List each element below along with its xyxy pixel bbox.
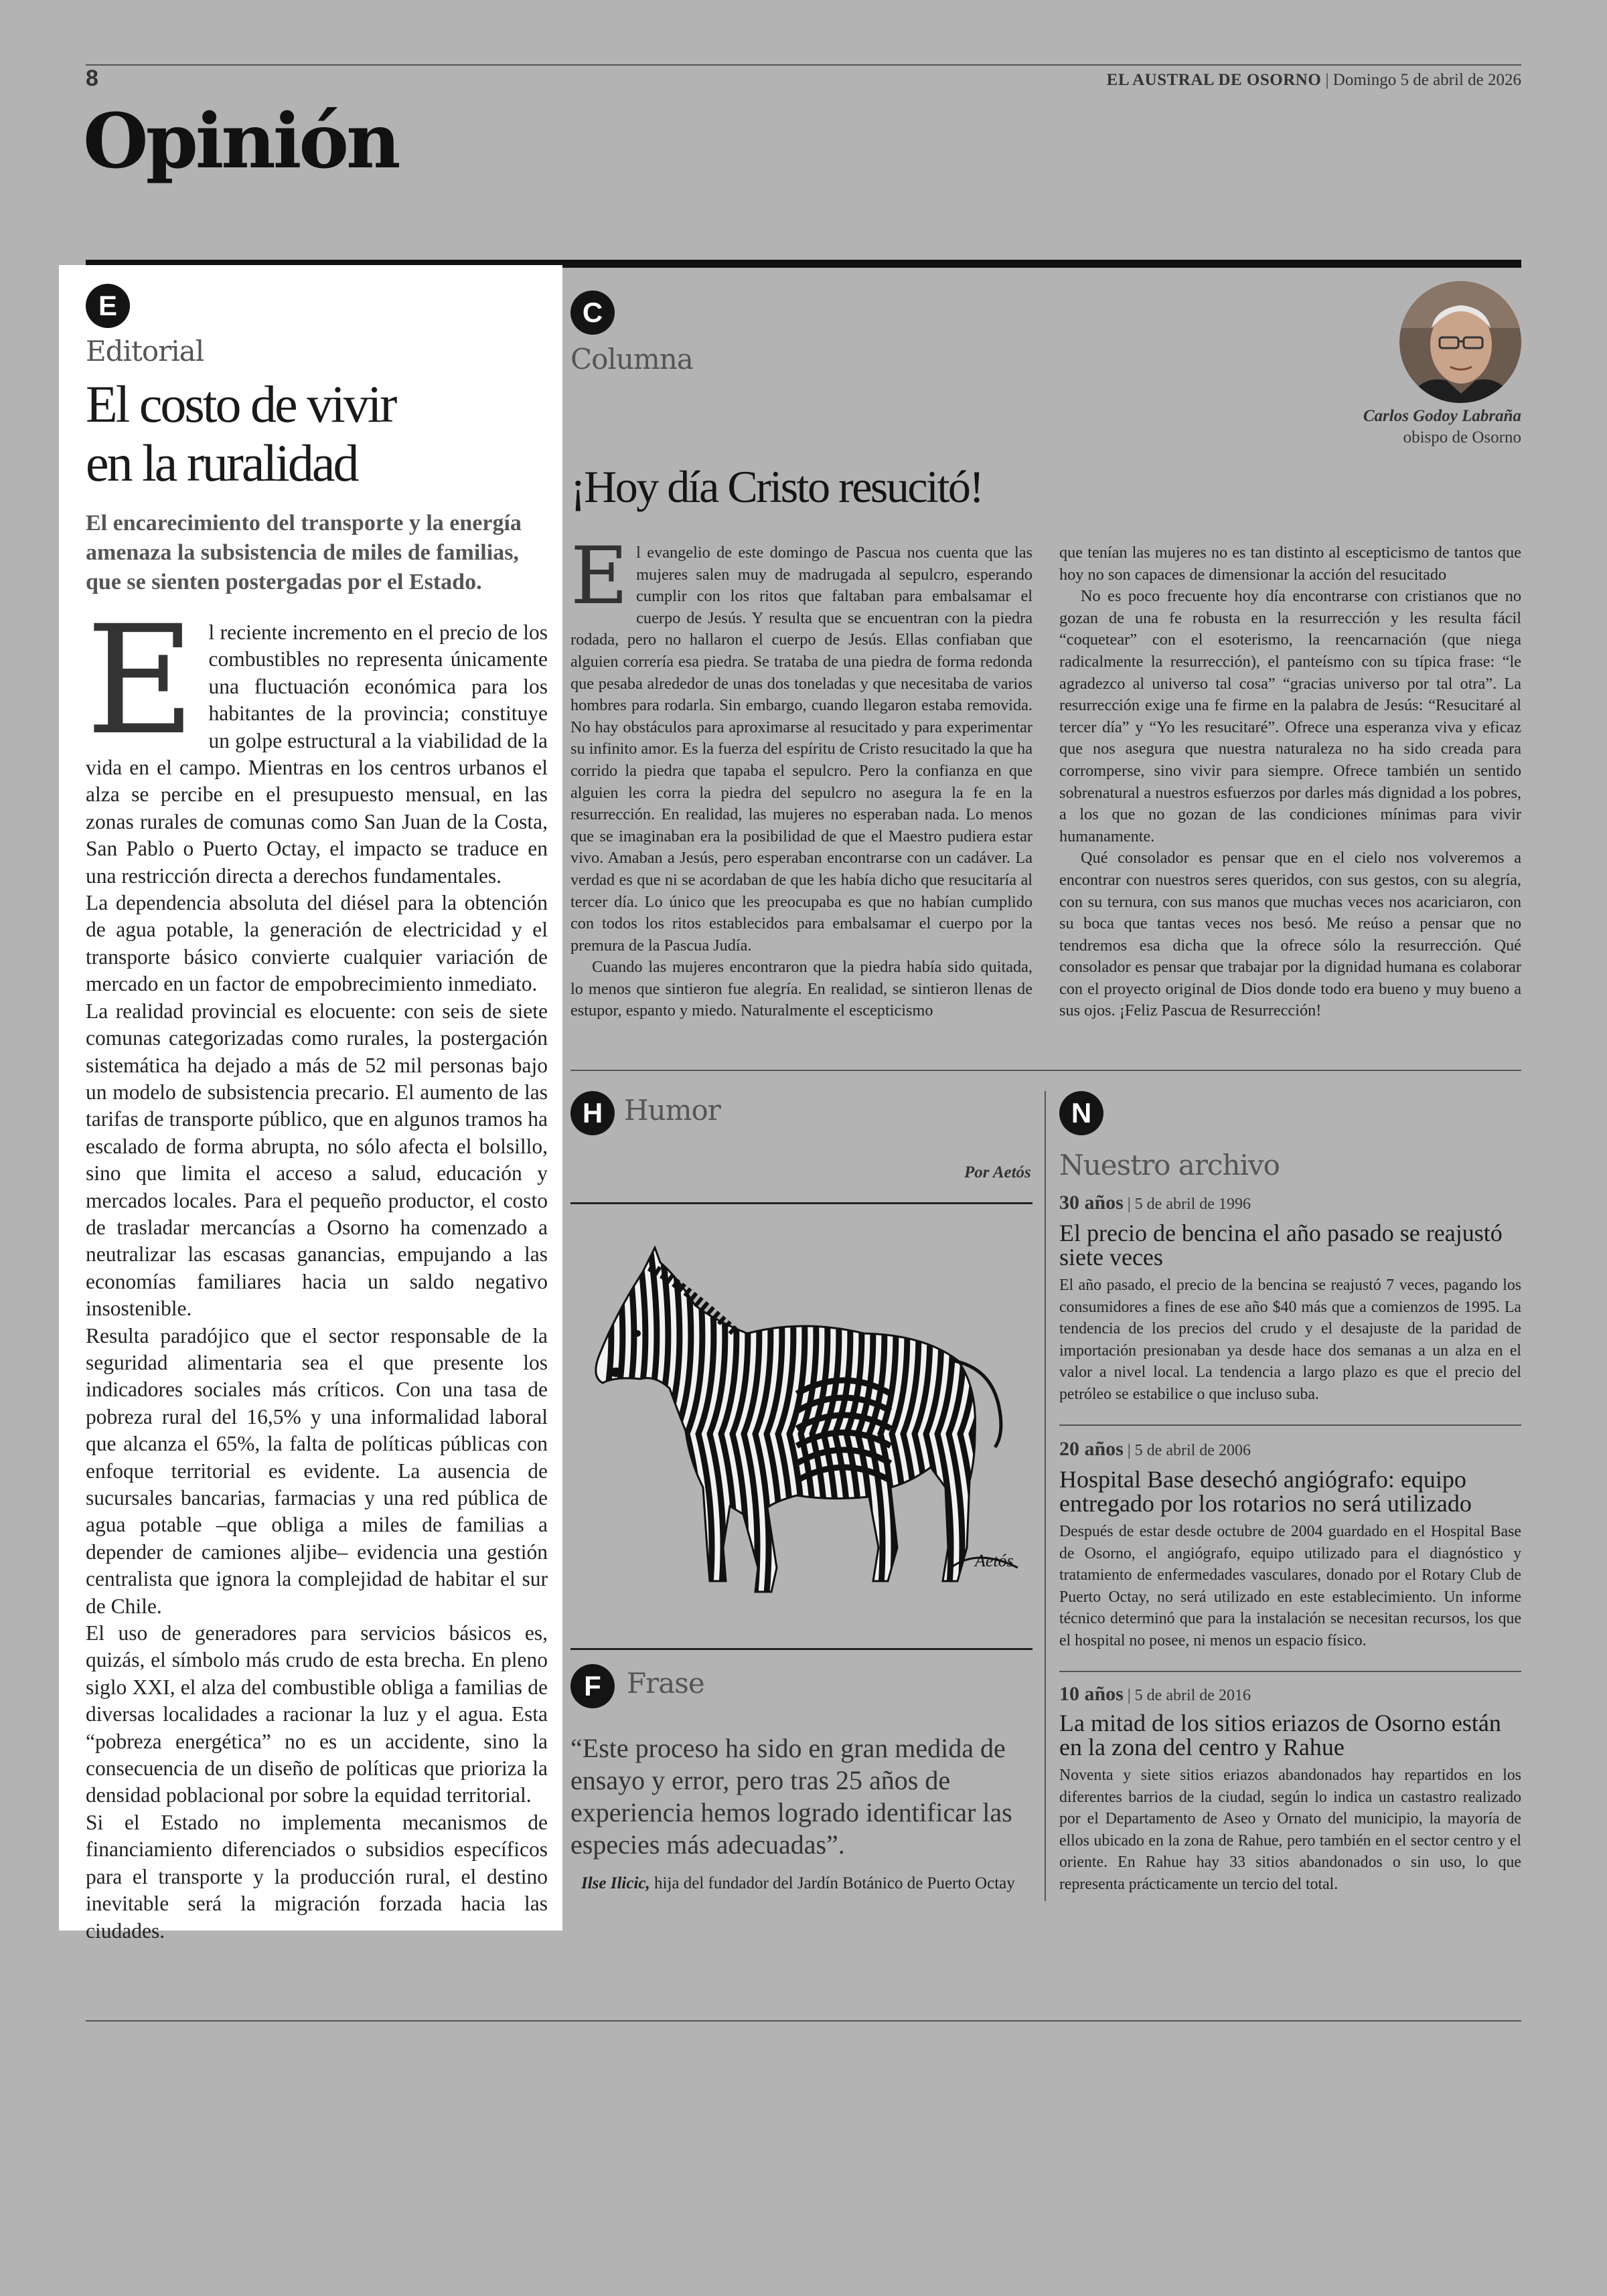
- frase-kicker: Frase: [627, 1667, 704, 1700]
- zebra-cartoon: [576, 1233, 1045, 1621]
- editorial-paragraph: Si el Estado no implementa mecanismos de financiamiento diferenciados o subsidios específicos para el transporte y la producción rural, el destino inevitable será la migración forzada hacia las ciudades.: [86, 1810, 548, 1943]
- archive-kicker: Nuestro archivo: [1059, 1149, 1280, 1181]
- column-body-right: [1059, 542, 1521, 1022]
- archive-item-body: El año pasado, el precio de la bencina se reajustó 7 veces, pagando los consumidores a fines de ese año $40 más que a comienzos de 1995. La tendencia de los precios del crudo y el desajuste de la paridad de importación presionaban ya desde hace dos semanas a un alza en el valor a nivel local. La tendencia a largo plazo es que el precio del petróleo se estabilice o que incluso suba.: [1059, 1277, 1521, 1403]
- archive-divider: [1059, 1424, 1521, 1426]
- column-body-left: [570, 529, 1032, 1022]
- page-number: 8: [86, 66, 98, 91]
- top-thin-rule: [86, 64, 1521, 66]
- humor-badge: H: [570, 1091, 615, 1135]
- editorial-kicker: Editorial: [86, 335, 204, 367]
- editorial-headline-line1: El costo de vivir: [86, 375, 396, 433]
- column-paragraph: Cuando las mujeres encontraron que la piedra había sido quitada, lo menos que sintieron fue alegría. En realidad, se sintieron llenas de estupor, espanto y miedo. Naturalmente el escepticismo: [570, 958, 1032, 1020]
- editorial-badge: E: [86, 284, 130, 328]
- column-kicker: Columna: [570, 343, 693, 376]
- humor-archive-divider: [1045, 1091, 1046, 1901]
- editorial-headline: [86, 375, 548, 493]
- column-paragraph: No es poco frecuente hoy día encontrarse con cristianos que no gozan de una fe robusta en la resurrección y les resulta fácil “coquetear” con el esoterismo, la reencarnación (que niega radicalmente la resurrección), el panteísmo con su típica frase: “le agradezco al universo tal cosa” “gracias universo por tal otra”. La resurrección exige una fe firme en la palabra de Jesús: “Resucitaré al tercer día” y “Yo les resucitaré”. Ofrece una esperanza viva y eficaz que nos asegura que nuestra naturaleza no ha sido creada para corromperse, sino vivir para siempre. Ofrece también un sentido sobrenatural a nuestros esfuerzos por darles más dignidad a los pobres, a los que no gozan de las condiciones mínimas para vivir humanamente.: [1059, 587, 1521, 845]
- editorial-paragraph: El reciente incremento en el precio de los combustibles no representa únicamente una fluctuación económica para los habitantes de la provincia; constituye un golpe estructural a la viabilidad de la vida en el campo. Mientras en los centros urbanos el alza se percibe en el presupuesto mensual, en las zonas rurales de comunas como San Juan de la Costa, San Pablo o Puerto Octay, el impacto se traduce en una restricción directa a derechos fundamentales.: [86, 593, 548, 888]
- zebra-stripe: [607, 1233, 623, 1608]
- archive-item-title: La mitad de los sitios eriazos de Osorno están en la zona del centro y Rahue: [1059, 1710, 1501, 1760]
- editorial-paragraph: El uso de generadores para servicios básicos es, quizás, el símbolo más crudo de esta brecha. En pleno siglo XXI, el alza del combustible obliga a familias de diversas localidades a racionar la luz y el agua. Esta “pobreza energética” no es un accidente, sino la consecuencia de un diseño de políticas que prioriza la densidad poblacional por sobre la equidad territorial.: [86, 1621, 548, 1807]
- archive-item-body: Después de estar desde octubre de 2004 guardado en el Hospital Base de Osorno, el angiógrafo, equipo utilizado para el diagnóstico y tratamiento de enfermedades vasculares, donado por el Rotary Club de Puerto Octay, no será utilizado en este establecimiento. Un informe técnico determinó que para la instalación se necesitan recursos, los que el hospital no posee, ni menos un espacio físico.: [1059, 1523, 1521, 1649]
- column-paragraph: El evangelio de este domingo de Pascua nos cuenta que las mujeres salen muy de madrugada al sepulcro, esperando cumplir con los ritos que faltaban para embalsamar el cuerpo de Jesús. Y resulta que se encuentran con la piedra rodada, pero no hallaron el cuerpo de Jesús. Ellas confiaban que alguien correría esa piedra. Se trataba de una piedra de forma redonda que pesaba alrededor de unas dos toneladas y que necesitaba de varios hombres para rodarla. Sin embargo, cuando llegaron estaba removida. No hay obstáculos para aproximarse al resucitado y para experimentar su infinito amor. Es la fuerza del espíritu de Cristo resucitado la que ha corrido la piedra que tapaba el sepulcro. Pero la confianza en que alguien les corra la piedra del sepulcro no asegura la fe en la resurrección. En realidad, las mujeres no esperaban nada. Lo menos que se imaginaban era la posibilidad de que el Maestro pudiera estar vivo. Amaban a Jesús, pero esperaban encontrarse con un cadáver. La verdad es que ni se acordaban de que les había dicho que resucitaría al tercer día. Lo único que les preocupaba es que no habían cumplido con todos los ritos establecidos para embalsamar el cuerpo por la premura de la Pascua Judía.: [570, 529, 1032, 955]
- archive-item-title: El precio de bencina el año pasado se reajustó siete veces: [1059, 1220, 1503, 1270]
- masthead: [1107, 71, 1521, 90]
- quote-text: “Este proceso ha sido en gran medida de ensayo y error, pero tras 25 años de experiencia hemos logrado identificar las especies más adecuadas”.: [570, 1733, 1012, 1860]
- archive-divider: [1059, 1671, 1521, 1672]
- quote-author-desc: hija del fundador del Jardín Botánico de Puerto Octay: [654, 1874, 1015, 1892]
- masthead-separator: |: [1325, 71, 1329, 89]
- column-paragraph: Qué consolador es pensar que en el cielo nos volveremos a encontrar con nuestros seres queridos, con sus gestos, con su alegría, con su ternura, con sus manos que muchas veces nos acariciaron, con su boca que tantas veces nos besó. Me reúso a pensar que no tendremos esa dicha que la ofrece sólo la resurrección. Qué consolador es pensar que trabajar por la dignidad humana es colaborar con el proyecto original de Dios donde todo era bueno y muy bueno a sus ojos. ¡Feliz Pascua de Resurrección!: [1059, 849, 1521, 1020]
- archive-item-title: Hospital Base desechó angiógrafo: equipo entregado por los rotarios no será utilizado: [1059, 1466, 1472, 1517]
- author-name: Carlos Godoy Labraña: [1363, 407, 1521, 425]
- column-badge: C: [570, 291, 615, 335]
- humor-byline: Por Aetós: [964, 1163, 1031, 1181]
- quote-author-name: Ilse Ilicic,: [581, 1874, 650, 1892]
- editorial-paragraph: La realidad provincial es elocuente: con seis de siete comunas categorizadas como rurales, la postergación sistemática ha dejado a más de 52 mil personas bajo un modelo de subsistencia precario. El aumento de las tarifas de transporte público, que en algunos tramos ha escalado de forma abrupta, no sólo afecta el bolsillo, sino que limita el acceso a salud, educación y mercados locales. Para el pequeño productor, el costo de trasladar mercancías a Osorno ha comenzado a neutralizar las escasas ganancias, empujando a las economías familiares hacia un saldo negativo insostenible.: [86, 999, 548, 1321]
- column-headline: ¡Hoy día Cristo resucitó!: [570, 461, 983, 512]
- page-bottom-rule: [86, 2020, 1521, 2022]
- editorial-dropcap: E: [86, 593, 196, 768]
- humor-top-rule: [570, 1202, 1032, 1204]
- editorial-paragraph: Resulta paradójico que el sector responsable de la seguridad alimentaria sea el que presente los indicadores sociales más críticos. Con una tasa de pobreza rural del 16,5% y una informalidad laboral que alcanza el 65%, la falta de políticas públicas con enfoque territorial es evidente. La ausencia de sucursales bancarias, farmacias y una red pública de agua potable –que obliga a miles de familias a depender de camiones aljibe– evidencia una gestión centralista que ignora la complejidad de habitar el sur de Chile.: [86, 1323, 548, 1618]
- humor-kicker: Humor: [624, 1094, 720, 1127]
- column-paragraph: que tenían las mujeres no es tan distinto al escepticismo de tantos que hoy no son capaces de dimensionar la acción del resucitado: [1059, 544, 1521, 584]
- archive-badge: N: [1059, 1091, 1103, 1135]
- editorial-body: [86, 593, 548, 1945]
- archive-item-date: 30 años | 5 de abril de 1996: [1059, 1192, 1251, 1214]
- newspaper-name: EL AUSTRAL DE OSORNO: [1106, 71, 1322, 89]
- author-role: obispo de Osorno: [1403, 428, 1521, 446]
- cartoon-signature: Aetós: [975, 1551, 1014, 1570]
- zebra-stripe: [596, 1233, 611, 1608]
- quote-author: [581, 1874, 1015, 1893]
- column-dropcap: E: [570, 529, 629, 622]
- archive-item-body: Noventa y siete sitios eriazos abandonados hay repartidos en los diferentes barrios de la ciudad, según lo indica un castastro realizado por el Departamento de Aseo y Ornato del municipio, la mayoría de ellos ubicado en la zona de Rahue, pero también en el sector centro y el oriente. En Rahue hay 33 sitios abandonados o sin uso, lo que representa prácticamente un tercio del total.: [1059, 1767, 1521, 1893]
- issue-date: Domingo 5 de abril de 2026: [1332, 71, 1521, 89]
- frase-badge: F: [570, 1664, 615, 1708]
- column-bottom-rule: [570, 1070, 1521, 1071]
- editorial-paragraph: La dependencia absoluta del diésel para la obtención de agua potable, la generación de electricidad y el transporte básico convierte cualquier variación de mercado en un factor de empobrecimiento inmediato.: [86, 891, 548, 996]
- editorial-headline-line2: en la ruralidad: [86, 434, 358, 492]
- editorial-dek: El encarecimiento del transporte y la energía amenaza la subsistencia de miles de familias, que se sienten postergadas por el Estado.: [86, 511, 522, 594]
- author-photo: [1399, 281, 1521, 403]
- archive-item-date: 20 años | 5 de abril de 2006: [1059, 1438, 1251, 1460]
- humor-bottom-rule: [570, 1648, 1032, 1650]
- archive-item-date: 10 años | 5 de abril de 2016: [1059, 1683, 1251, 1705]
- section-title: Opinión: [83, 98, 398, 185]
